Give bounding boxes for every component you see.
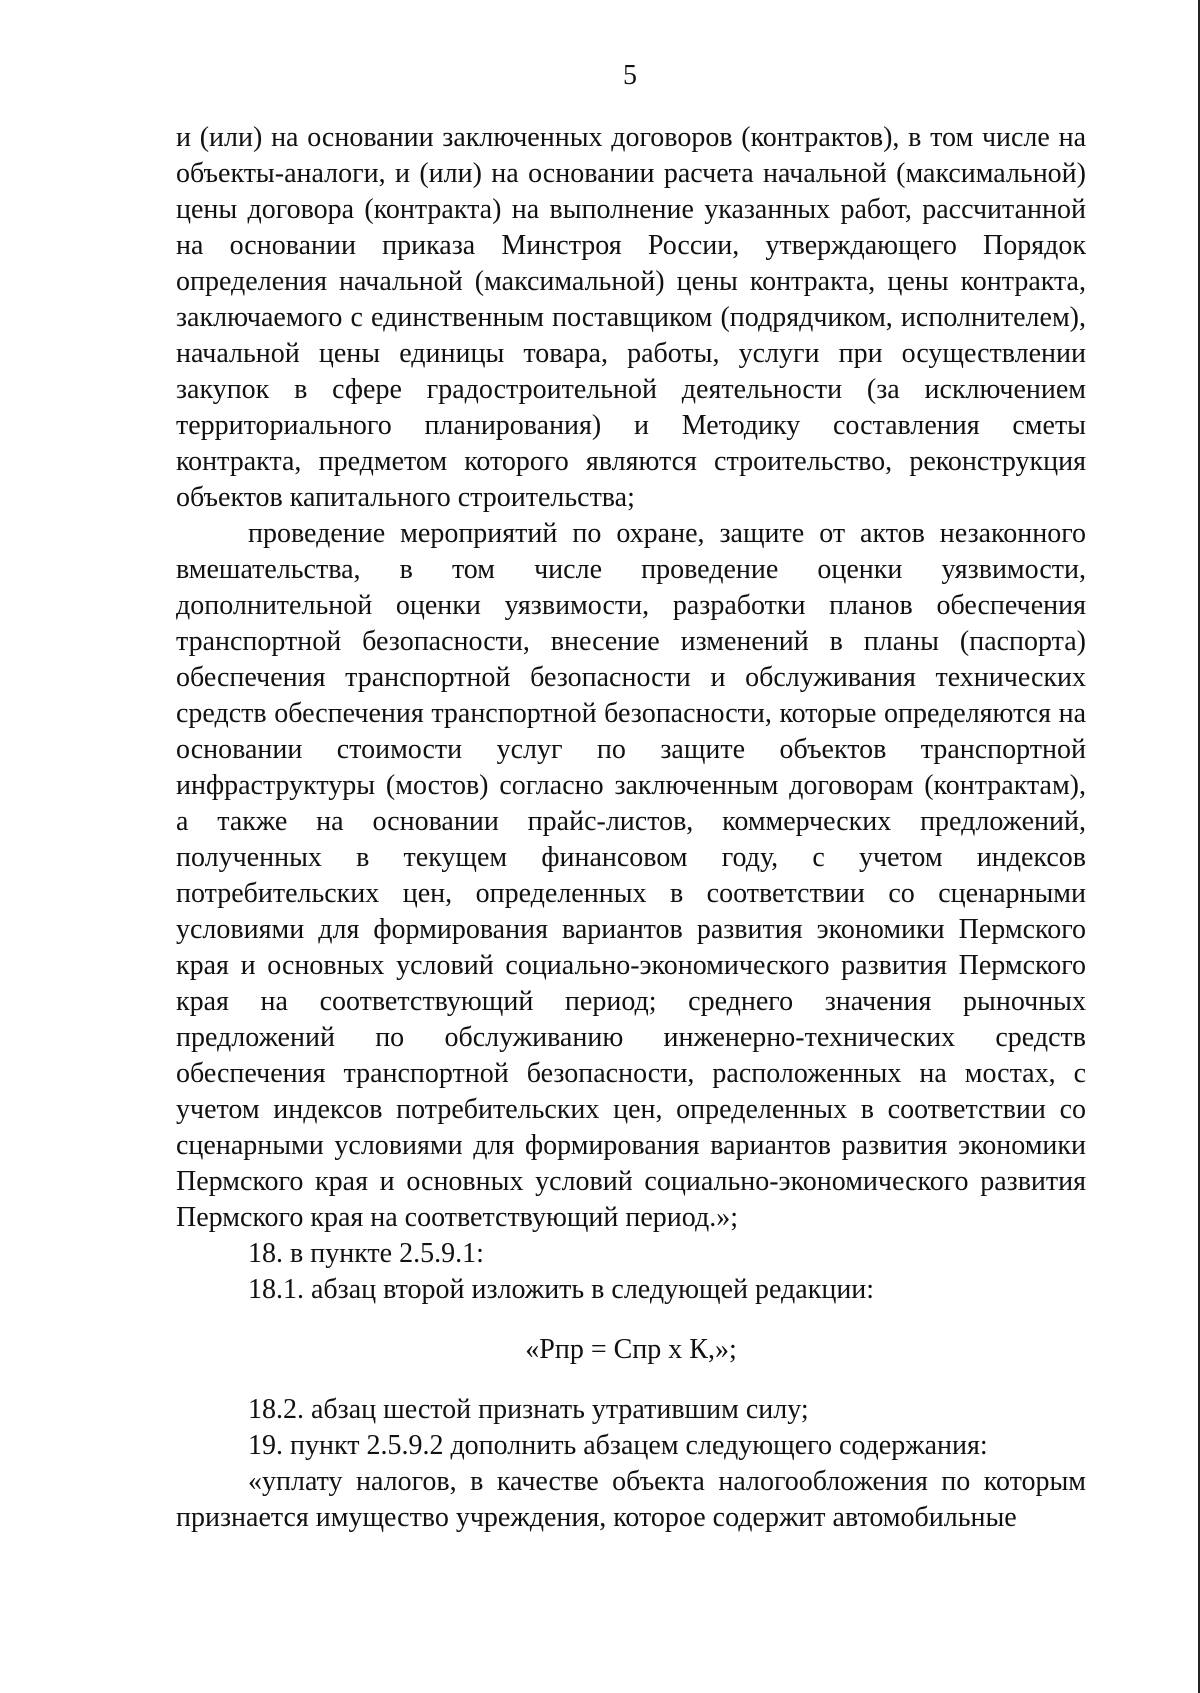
document-body: [176, 120, 1086, 1536]
formula: «Рпр = Спр х К,»;: [525, 1334, 737, 1365]
paragraph-continuation: и (или) на основании заключенных договоров (контрактов), в том числе на объекты-аналоги, и (или) на основании расчета начальной (максимальной) цены договора (контракта) на выполнение указанных работ, рассчитанной на основании приказа Минстроя России, утверждающего Порядок определения начальной (максимальной) цены контракта, цены контракта, заключаемого с единственным поставщиком (подрядчиком, исполнителем), начальной цены единицы товара, работы, услуги при осуществлении закупок в сфере градостроительной деятельности (за исключением территориального планирования) и Методику составления сметы контракта, предметом которого являются строительство, реконструкция объектов капитального строительства;: [176, 122, 1086, 513]
paragraph-tax-payment: «уплату налогов, в качестве объекта налогообложения по которым признается имущество учреждения, которое содержит автомобильные: [176, 1466, 1086, 1533]
paragraph-item-18-2: 18.2. абзац шестой признать утратившим силу;: [248, 1394, 809, 1425]
page-number: 5: [623, 60, 637, 91]
paragraph-item-18: 18. в пункте 2.5.9.1:: [248, 1238, 484, 1269]
paragraph-security-measures: проведение мероприятий по охране, защите от актов незаконного вмешательства, в том числе проведение оценки уязвимости, дополнительной оценки уязвимости, разработки планов обеспечения транспортной безопасности, внесение изменений в планы (паспорта) обеспечения транспортной безопасности и обслуживания технических средств обеспечения транспортной безопасности, которые определяются на основании стоимости услуг по защите объектов транспортной инфраструктуры (мостов) согласно заключенным договорам (контрактам), а также на основании прайс-листов, коммерческих предложений, полученных в текущем финансовом году, с учетом индексов потребительских цен, определенных в соответствии со сценарными условиями для формирования вариантов развития экономики Пермского края и основных условий социально-экономического развития Пермского края на соответствующий период; среднего значения рыночных предложений по обслуживанию инженерно-технических средств обеспечения транспортной безопасности, расположенных на мостах, с учетом индексов потребительских цен, определенных в соответствии со сценарными условиями для формирования вариантов развития экономики Пермского края и основных условий социально-экономического развития Пермского края на соответствующий период.»;: [176, 518, 1086, 1233]
paragraph-item-19: 19. пункт 2.5.9.2 дополнить абзацем следующего содержания:: [248, 1430, 988, 1461]
paragraph-item-18-1: 18.1. абзац второй изложить в следующей редакции:: [248, 1274, 875, 1305]
